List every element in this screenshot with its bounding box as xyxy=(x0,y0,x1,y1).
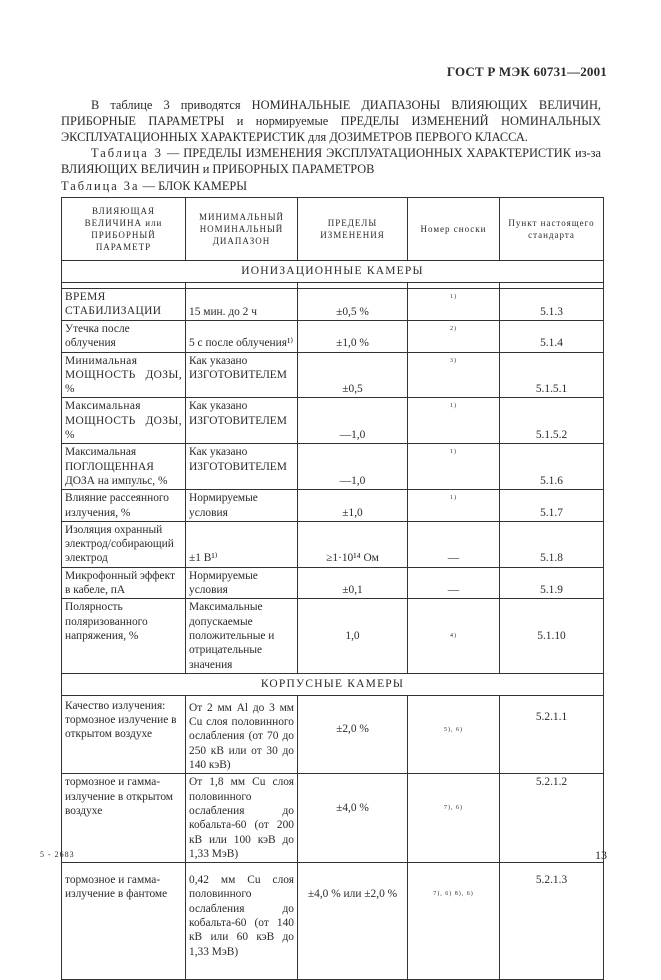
cell-clause: 5.1.3 xyxy=(500,289,604,321)
cell-limits: —1,0 xyxy=(298,444,408,490)
table-row xyxy=(62,567,604,599)
cell-footnote: — xyxy=(408,567,500,599)
cell-limits: ±0,1 xyxy=(298,567,408,599)
section-row-ionization xyxy=(62,261,604,283)
cell-quantity: Максимальная МОЩНОСТЬ ДОЗЫ, % xyxy=(62,398,186,444)
cell-limits: ±4,0 % или ±2,0 % xyxy=(298,863,408,980)
table-header-row xyxy=(62,198,604,261)
cell-clause: 5.1.7 xyxy=(500,490,604,522)
intro-text: В таблице 3 приводятся НОМИНАЛЬНЫЕ ДИАПАЗОНЫ ВЛИЯЮЩИХ ВЕЛИЧИН, ПРИБОРНЫЕ ПАРАМЕТРЫ и нормируемые ПРЕДЕЛЫ ИЗМЕНЕНИЙ НОМИНАЛЬНЫХ ЭКСПЛУАТАЦИОННЫХ ХАРАКТЕРИСТИК для ДОЗИМЕТРОВ ПЕРВОГО КЛАССА. xyxy=(61,98,601,144)
cell-quantity: Качество излучения: тормозное излучение в открытом воздухе xyxy=(62,695,186,773)
cell-quantity: тормозное и гамма-излучение в открытом воздухе xyxy=(62,774,186,863)
table-row xyxy=(62,321,604,353)
cell-limits: ±0,5 % xyxy=(298,289,408,321)
cell-quantity: Утечка после облучения xyxy=(62,321,186,353)
cell-range: Как указано ИЗГОТОВИТЕЛЕМ xyxy=(186,398,298,444)
cell-range: 5 с после облучения¹⁾ xyxy=(186,321,298,353)
cell-clause: 5.2.1.1 xyxy=(500,695,604,773)
cell-limits: ±4,0 % xyxy=(298,774,408,863)
table-row xyxy=(62,490,604,522)
cell-limits: ±1,0 xyxy=(298,490,408,522)
table-row xyxy=(62,521,604,567)
cell-quantity: Минимальная МОЩНОСТЬ ДОЗЫ, % xyxy=(62,352,186,398)
cell-clause: 5.1.4 xyxy=(500,321,604,353)
cell-clause: 5.1.6 xyxy=(500,444,604,490)
print-code: 5 - 2683 xyxy=(40,850,75,859)
cell-range: Максимальные допускаемые положительные и отрицательные значения xyxy=(186,599,298,673)
cell-footnote: — xyxy=(408,521,500,567)
cell-footnote: 1) xyxy=(408,398,500,444)
cell-range: Как указано ИЗГОТОВИТЕЛЕМ xyxy=(186,444,298,490)
table3a-caption xyxy=(61,179,247,194)
cell-range: Нормируемые условия xyxy=(186,490,298,522)
cell-footnote: 7), 6) xyxy=(408,774,500,863)
cell-clause: 5.1.5.2 xyxy=(500,398,604,444)
cell-quantity: Влияние рассеянного излучения, % xyxy=(62,490,186,522)
cell-limits: ±1,0 % xyxy=(298,321,408,353)
document-header: ГОСТ Р МЭК 60731—2001 xyxy=(446,64,607,79)
cell-range: ±1 В¹⁾ xyxy=(186,521,298,567)
page-number: 13 xyxy=(595,848,607,862)
column-header-range: МИНИМАЛЬНЫЙ НОМИНАЛЬНЫЙ ДИАПАЗОН xyxy=(186,198,298,261)
cell-footnote: 7), 6) 8), 6) xyxy=(408,863,500,980)
cell-range: Нормируемые условия xyxy=(186,567,298,599)
cell-quantity: Максимальная ПОГЛОЩЕННАЯ ДОЗА на импульс, % xyxy=(62,444,186,490)
cell-quantity: тормозное и гамма-излучение в фантоме xyxy=(62,863,186,980)
table3-label: Таблица 3 xyxy=(91,146,163,160)
table3a-label: Таблица 3а xyxy=(61,179,140,193)
table-row xyxy=(62,289,604,321)
cell-range: От 1,8 мм Cu слоя половинного ослабления до кобальта-60 (от 200 кВ или 100 кэВ до 1,33 МэВ) xyxy=(186,774,298,863)
cell-quantity: Полярность поляризованного напряжения, % xyxy=(62,599,186,673)
table-row xyxy=(62,444,604,490)
cell-limits: ±0,5 xyxy=(298,352,408,398)
table-row xyxy=(62,774,604,863)
table-3a xyxy=(61,197,604,980)
cell-range: 15 мин. до 2 ч xyxy=(186,289,298,321)
cell-limits: —1,0 xyxy=(298,398,408,444)
section-title: ИОНИЗАЦИОННЫЕ КАМЕРЫ xyxy=(62,261,604,283)
cell-limits: ≥1·10¹⁴ Ом xyxy=(298,521,408,567)
table3a-title: — БЛОК КАМЕРЫ xyxy=(139,179,248,193)
cell-clause: 5.1.9 xyxy=(500,567,604,599)
table-row xyxy=(62,398,604,444)
cell-footnote: 1) xyxy=(408,444,500,490)
table3-title: — ПРЕДЕЛЫ ИЗМЕНЕНИЯ ЭКСПЛУАТАЦИОННЫХ ХАРАКТЕРИСТИК из-за ВЛИЯЮЩИХ ВЕЛИЧИН и ПРИБОРНЫХ ПАРАМЕТРОВ xyxy=(61,146,601,176)
cell-range: 0,42 мм Cu слоя половинного ослабления до кобальта-60 (от 140 кВ или 60 кэВ до 1,33 МэВ) xyxy=(186,863,298,980)
cell-footnote: 2) xyxy=(408,321,500,353)
cell-footnote: 4) xyxy=(408,599,500,673)
cell-footnote: 3) xyxy=(408,352,500,398)
column-header-clause: Пункт настоящего стандарта xyxy=(500,198,604,261)
column-header-quantity: ВЛИЯЮЩАЯ ВЕЛИЧИНА или ПРИБОРНЫЙ ПАРАМЕТР xyxy=(62,198,186,261)
table-row xyxy=(62,863,604,980)
cell-footnote: 5), 6) xyxy=(408,695,500,773)
cell-clause: 5.2.1.2 xyxy=(500,774,604,863)
cell-quantity: Изоляция охранный электрод/собирающий электрод xyxy=(62,521,186,567)
section-row-housing xyxy=(62,673,604,695)
cell-clause: 5.1.10 xyxy=(500,599,604,673)
cell-range: От 2 мм Al до 3 мм Cu слоя половинного ослабления (от 70 до 250 кВ или от 30 до 140 кэВ) xyxy=(186,695,298,773)
cell-quantity: Микрофонный эффект в кабеле, пА xyxy=(62,567,186,599)
table-row xyxy=(62,599,604,673)
cell-footnote: 1) xyxy=(408,289,500,321)
cell-clause: 5.1.5.1 xyxy=(500,352,604,398)
cell-limits: ±2,0 % xyxy=(298,695,408,773)
cell-footnote: 1) xyxy=(408,490,500,522)
cell-clause: 5.2.1.3 xyxy=(500,863,604,980)
cell-range: Как указано ИЗГОТОВИТЕЛЕМ xyxy=(186,352,298,398)
column-header-limits: ПРЕДЕЛЫ ИЗМЕНЕНИЯ xyxy=(298,198,408,261)
cell-limits: 1,0 xyxy=(298,599,408,673)
intro-paragraph xyxy=(61,97,601,145)
cell-clause: 5.1.8 xyxy=(500,521,604,567)
table-row xyxy=(62,352,604,398)
column-header-footnote: Номер сноски xyxy=(408,198,500,261)
table-row xyxy=(62,695,604,773)
cell-quantity: ВРЕМЯ СТАБИЛИЗАЦИИ xyxy=(62,289,186,321)
section-title: КОРПУСНЫЕ КАМЕРЫ xyxy=(62,673,604,695)
table3-caption xyxy=(61,145,601,177)
